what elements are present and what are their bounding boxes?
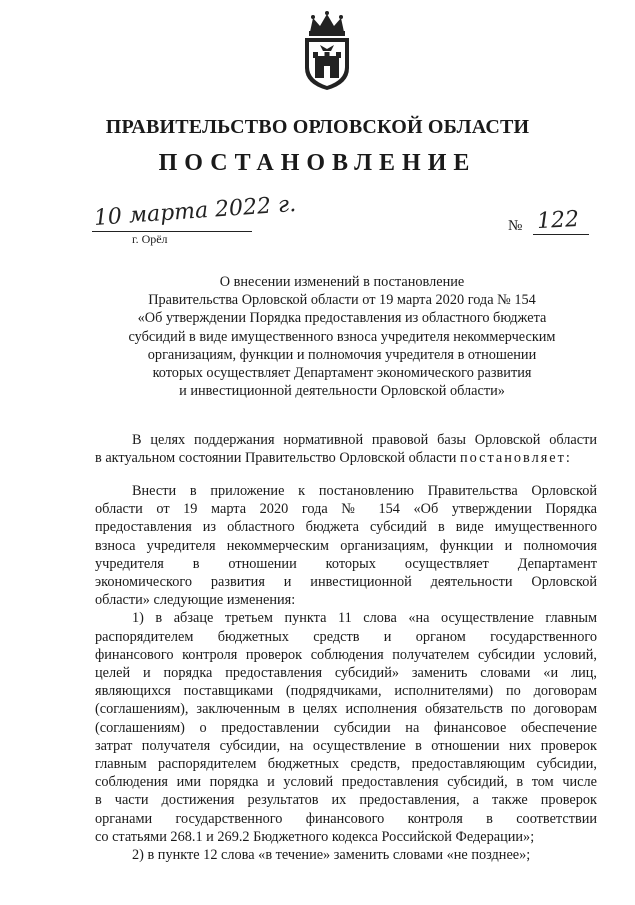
text-line: соблюдения ими порядка и условий предоставления субсидий, в том числе [95, 774, 597, 791]
text-line [95, 449, 597, 467]
handwritten-date: 10 марта 2022 г. [93, 191, 297, 231]
text-line: учредителя в отношении которых осуществляет Департамент [95, 555, 597, 572]
subject-line: которых осуществляет Департамент экономического развития [152, 365, 532, 382]
city-label: г. Орёл [132, 232, 168, 246]
text-line: органами государственного финансового контроля в соответствии [95, 810, 597, 827]
text-line: Внести в приложение к постановлению Правительства Орловской [132, 483, 597, 499]
text-line: распорядителем бюджетных средств и органом государственного [95, 628, 597, 645]
text-line: взноса учредителя некоммерческим организациям, функции и полномочия [95, 537, 597, 554]
document-type-title: ПОСТАНОВЛЕНИЕ [158, 150, 477, 176]
government-name: ПРАВИТЕЛЬСТВО ОРЛОВСКОЙ ОБЛАСТИ [105, 116, 530, 138]
text-line: являющихся поставщиками (подрядчиками, исполнителями) по договорам [95, 683, 597, 700]
subject-line: Правительства Орловской области от 19 марта 2020 года № 154 [148, 292, 536, 309]
amendments-paragraph [95, 482, 597, 864]
number-label: № [508, 218, 523, 234]
preamble-paragraph [95, 431, 597, 467]
text-line: предоставления из областного бюджета субсидий в виде имущественного [95, 519, 597, 536]
number-underline [533, 234, 589, 235]
resolves-word: постановляет: [459, 450, 572, 467]
text-line: экономического развития и инвестиционной деятельности Орловской [95, 574, 597, 591]
text-line: (соглашениям) о предоставлении субсидии на финансовое обеспечение [95, 719, 597, 736]
subject-line: «Об утверждении Порядка предоставления из областного бюджета [137, 310, 547, 327]
subject-line: субсидий в виде имущественного взноса учредителя некоммерческим [128, 328, 556, 345]
subject-line: организациям, функции и полномочия учредителя в отношении [147, 346, 537, 363]
text-line: области» следующие изменения: [95, 592, 296, 609]
handwritten-number: 122 [536, 206, 580, 235]
text-line: (соглашениям), заключенным в целях исполнения обязательств по договорам [95, 701, 597, 718]
subject-line: О внесении изменений в постановление [219, 274, 465, 290]
preamble-text: в актуальном состоянии Правительство Орловской области [95, 450, 460, 467]
text-line: 2) в пункте 12 слова «в течение» заменить словами «не позднее»; [132, 847, 531, 864]
text-line: области от 19 марта 2020 года № 154 «Об утверждении Порядка [95, 501, 597, 518]
text-line: главным распорядителем бюджетных средств, предоставляющим субсидии, [95, 756, 597, 773]
text-line: со статьями 268.1 и 269.2 Бюджетного кодекса Российской Федерации»; [95, 828, 535, 845]
coat-of-arms-emblem-icon [298, 10, 356, 92]
subject-line: и инвестиционной деятельности Орловской области» [179, 383, 505, 400]
text-line: в части достижения результатов их предоставления, а также проверок [95, 792, 597, 809]
text-line: затрат получателя субсидии, на осуществление в отношении них проверок [95, 737, 597, 754]
text-line: 1) в абзаце третьем пункта 11 слова «на осуществление главным [132, 610, 597, 627]
text-line: финансового контроля проверок соблюдения получателем субсидии условий, [95, 646, 597, 663]
date-underline [92, 231, 252, 232]
text-line: целей и порядка предоставления субсидий» заменить словами «и лиц, [95, 665, 597, 682]
document-subject [96, 273, 588, 400]
text-line: В целях поддержания нормативной правовой базы Орловской области [132, 432, 597, 448]
